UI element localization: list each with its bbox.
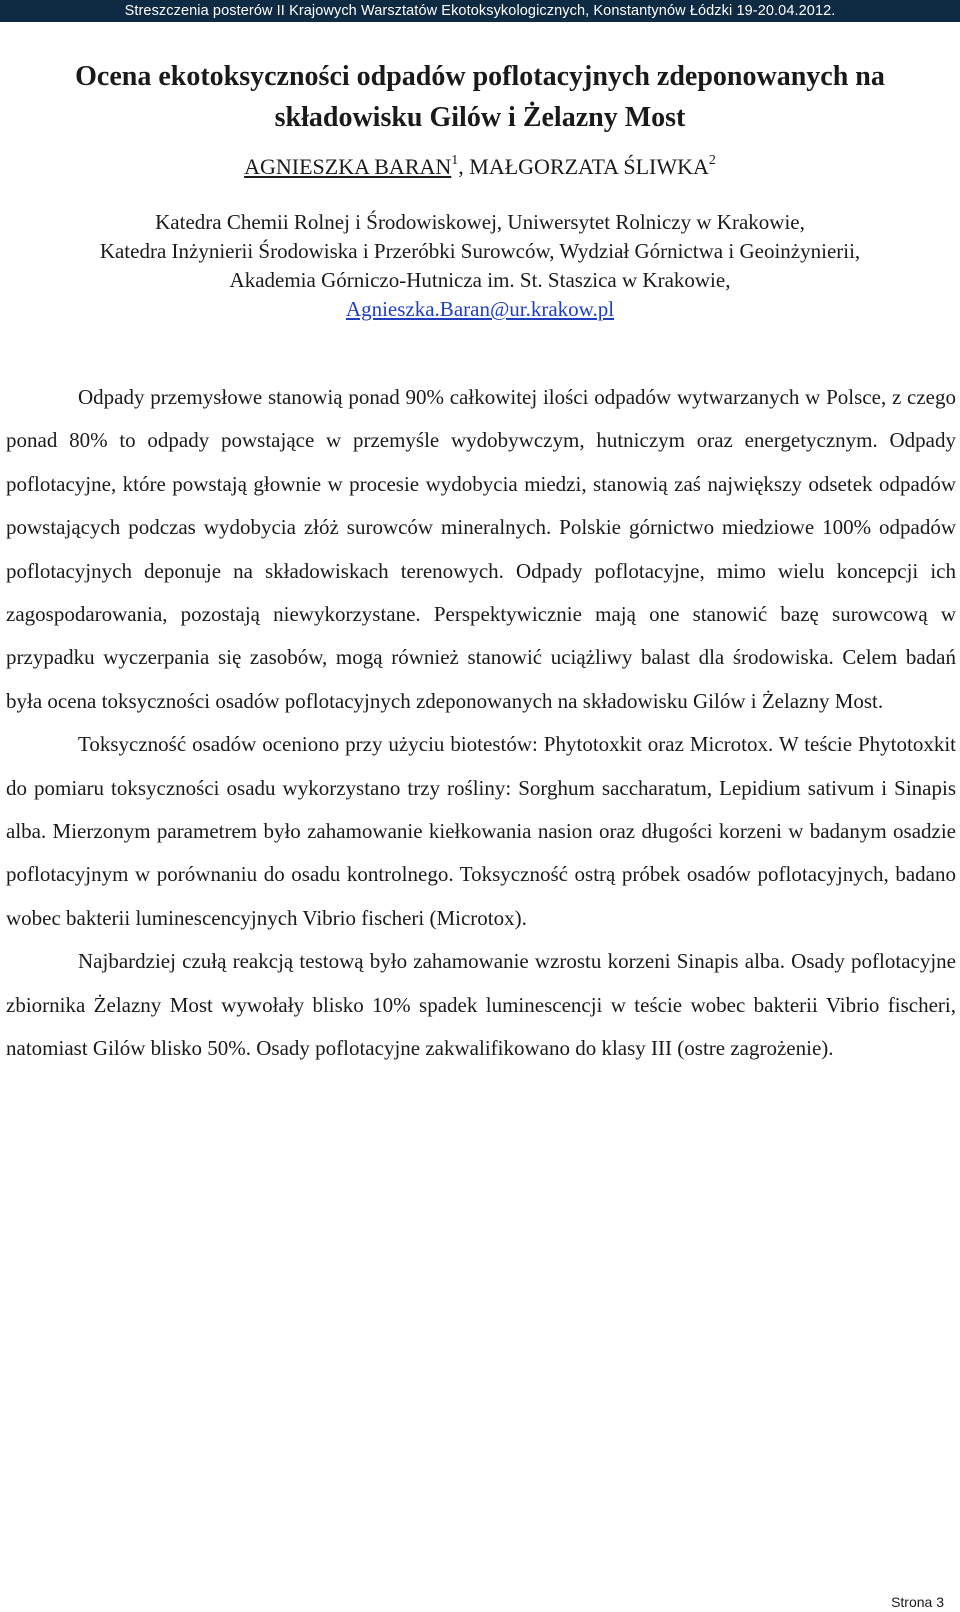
author-separator: , — [458, 154, 470, 179]
author-1-name: AGNIESZKA BARAN — [244, 154, 452, 179]
paper-title-line-2: składowisku Gilów i Żelazny Most — [274, 102, 686, 133]
page-number: Strona 3 — [891, 1594, 944, 1610]
paper-title — [20, 56, 940, 138]
abstract-body — [6, 376, 956, 1071]
running-header: Streszczenia posterów II Krajowych Warsztatów Ekotoksykologicznych, Konstantynów Łódzki 19-20.04.2012. — [0, 0, 960, 22]
contact-email-link[interactable]: Agnieszka.Baran@ur.krakow.pl — [345, 297, 615, 321]
affiliation-line-2: Katedra Inżynierii Środowiska i Przeróbki Surowców, Wydział Górnictwa i Geoinżynierii, — [99, 239, 861, 263]
affiliation-line-1: Katedra Chemii Rolnej i Środowiskowej, Uniwersytet Rolniczy w Krakowie, — [155, 210, 805, 234]
author-2-name: MAŁGORZATA ŚLIWKA — [469, 154, 709, 179]
author-1-affiliation-mark: 1 — [451, 152, 459, 168]
author-list — [20, 150, 940, 184]
abstract-paragraph-1: Odpady przemysłowe stanowią ponad 90% całkowitej ilości odpadów wytwarzanych w Polsce, z czego ponad 80% to odpady powstające w przemyśle wydobywczym, hutniczym oraz energetycznym. Odpady poflotacyjne, które powstają głownie w procesie wydobycia miedzi, stanowią zaś największy odsetek odpadów powstających podczas wydobycia złóż surowców mineralnych. Polskie górnictwo miedziowe 100% odpadów poflotacyjnych deponuje na składowiskach terenowych. Odpady poflotacyjne, mimo wielu koncepcji ich zagospodarowania, pozostają niewykorzystane. Perspektywicznie mają one stanowić bazę surowcową w przypadku wyczerpania się zasobów, mogą również stanowić uciążliwy balast dla środowiska. Celem badań była ocena toksyczności osadów poflotacyjnych zdeponowanych na składowisku Gilów i Żelazny Most. — [6, 385, 956, 713]
abstract-paragraph-3: Najbardziej czułą reakcją testową było zahamowanie wzrostu korzeni Sinapis alba. Osady poflotacyjne zbiornika Żelazny Most wywołały blisko 10% spadek luminescencji w teście wobec bakterii Vibrio fischeri, natomiast Gilów blisko 50%. Osady poflotacyjne zakwalifikowano do klasy III (ostre zagrożenie). — [6, 949, 956, 1061]
affiliation-line-3: Akademia Górniczo-Hutnicza im. St. Staszica w Krakowie, — [229, 268, 731, 292]
abstract-paragraph-2: Toksyczność osadów oceniono przy użyciu biotestów: Phytotoxkit oraz Microtox. W teście Phytotoxkit do pomiaru toksyczności osadu wykorzystano trzy rośliny: Sorghum saccharatum, Lepidium sativum i Sinapis alba. Mierzonym parametrem było zahamowanie kiełkowania nasion oraz długości korzeni w badanym osadzie poflotacyjnym w porównaniu do osadu kontrolnego. Toksyczność ostrą próbek osadów poflotacyjnych, badano wobec bakterii luminescencyjnych Vibrio fischeri (Microtox). — [6, 732, 956, 930]
affiliations — [20, 208, 940, 324]
author-2-affiliation-mark: 2 — [708, 152, 716, 168]
contact-email-line — [20, 295, 940, 324]
paper-title-line-1: Ocena ekotoksyczności odpadów poflotacyjnych zdeponowanych na — [75, 61, 885, 92]
